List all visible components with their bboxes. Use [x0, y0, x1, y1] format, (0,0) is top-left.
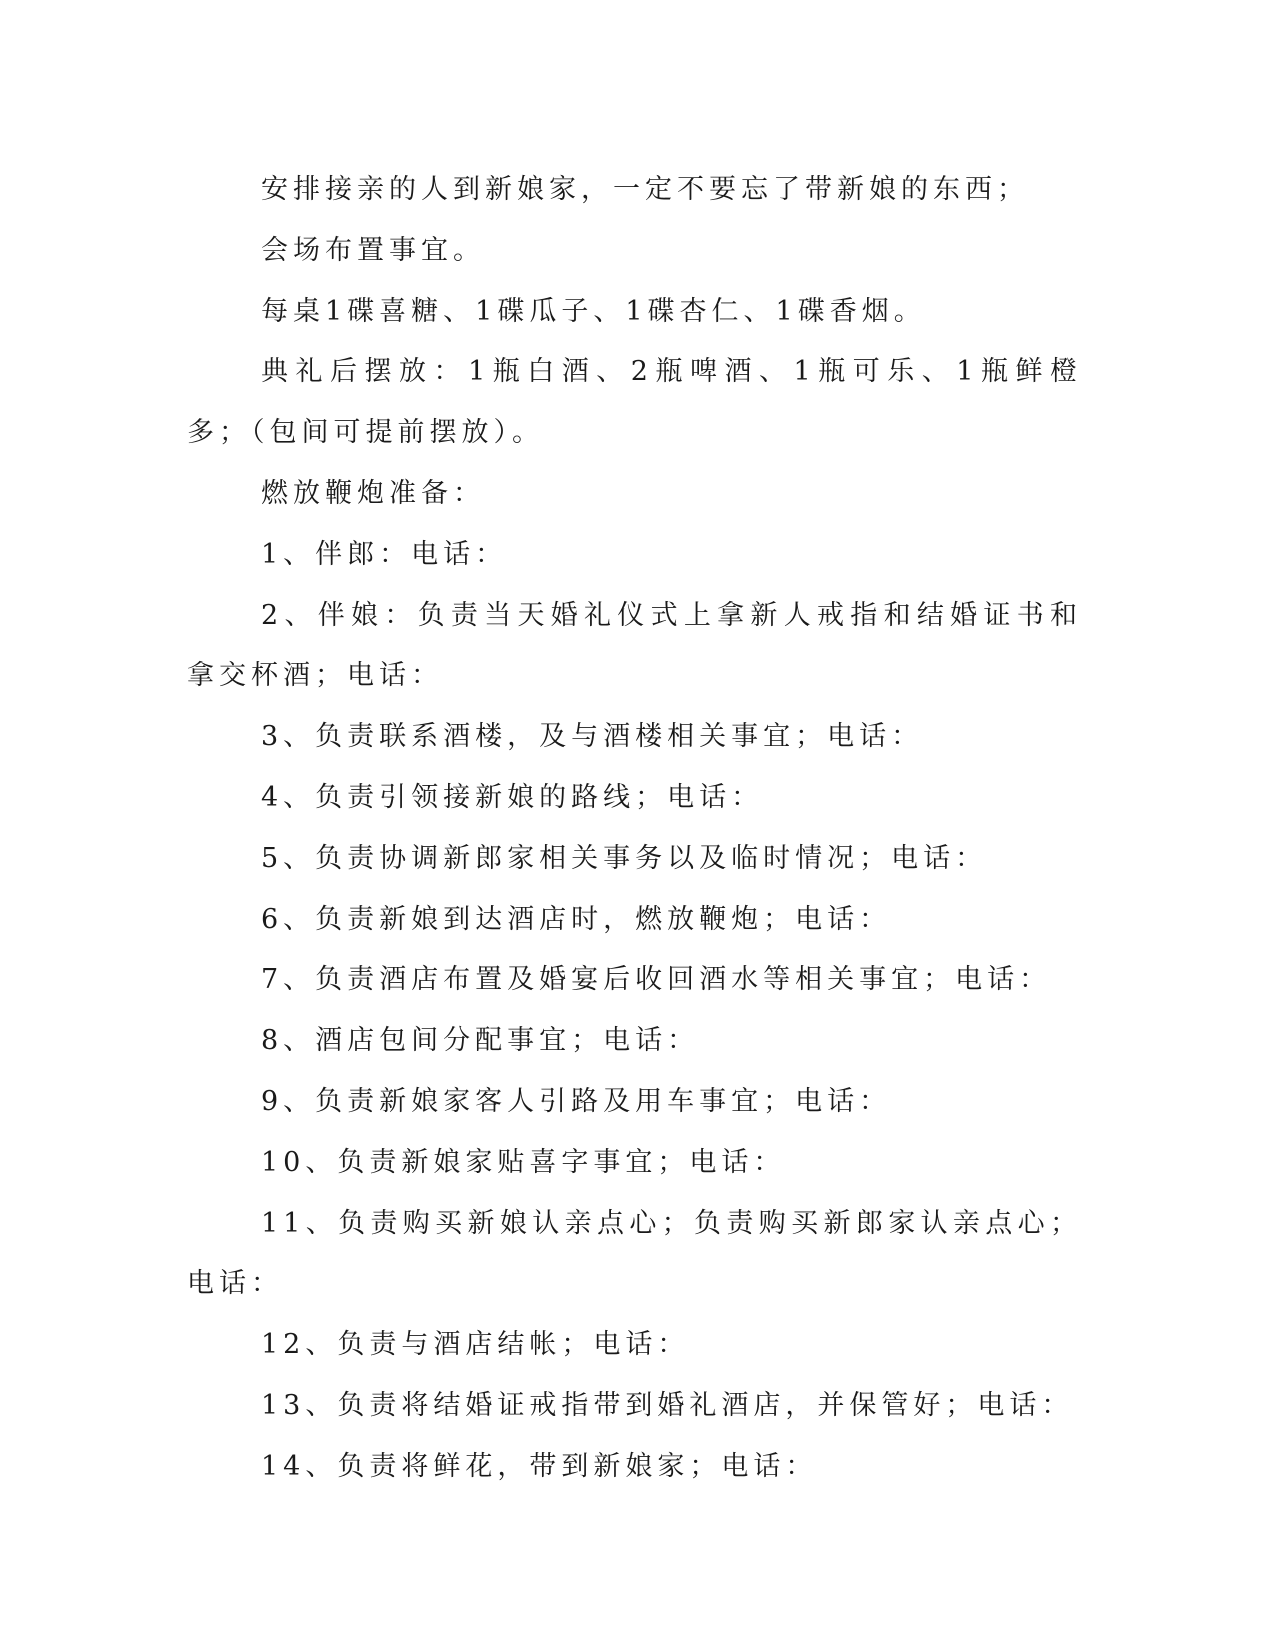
- list-item-5: 5、负责协调新郎家相关事务以及临时情况；电话：: [261, 842, 988, 874]
- list-item-4: 4、负责引领接新娘的路线；电话：: [261, 781, 764, 813]
- list-item-2: 2、伴娘：负责当天婚礼仪式上拿新人戒指和结婚证书和拿交杯酒；电话：: [187, 599, 1082, 692]
- list-item-11: 11、负责购买新娘认亲点心；负责购买新郎家认亲点心；电话：: [187, 1207, 1082, 1300]
- list-item-14: 14、负责将鲜花，带到新娘家；电话：: [261, 1450, 818, 1482]
- paragraph-3: 每桌1碟喜糖、1碟瓜子、1碟杏仁、1碟香烟。: [261, 295, 926, 327]
- list-item-1: 1、伴郎：电话：: [261, 538, 508, 570]
- paragraph-2: 会场布置事宜。: [261, 234, 485, 266]
- list-item-6: 6、负责新娘到达酒店时，燃放鞭炮；电话：: [261, 903, 892, 935]
- list-item-13: 13、负责将结婚证戒指带到婚礼酒店，并保管好；电话：: [261, 1389, 1074, 1421]
- list-item-10: 10、负责新娘家贴喜字事宜；电话：: [261, 1146, 786, 1178]
- paragraph-4: 典礼后摆放：1瓶白酒、2瓶啤酒、1瓶可乐、1瓶鲜橙多；（包间可提前摆放）。: [187, 356, 1082, 449]
- list-item-8: 8、酒店包间分配事宜；电话：: [261, 1025, 700, 1057]
- list-item-7: 7、负责酒店布置及婚宴后收回酒水等相关事宜；电话：: [261, 964, 1052, 996]
- paragraph-1: 安排接亲的人到新娘家，一定不要忘了带新娘的东西；: [261, 174, 1029, 205]
- document-body: [187, 160, 1082, 1498]
- list-item-3: 3、负责联系酒楼，及与酒楼相关事宜；电话：: [261, 721, 924, 753]
- list-item-9: 9、负责新娘家客人引路及用车事宜；电话：: [261, 1085, 892, 1117]
- list-item-12: 12、负责与酒店结帐；电话：: [261, 1329, 690, 1361]
- paragraph-5: 燃放鞭炮准备：: [261, 477, 485, 509]
